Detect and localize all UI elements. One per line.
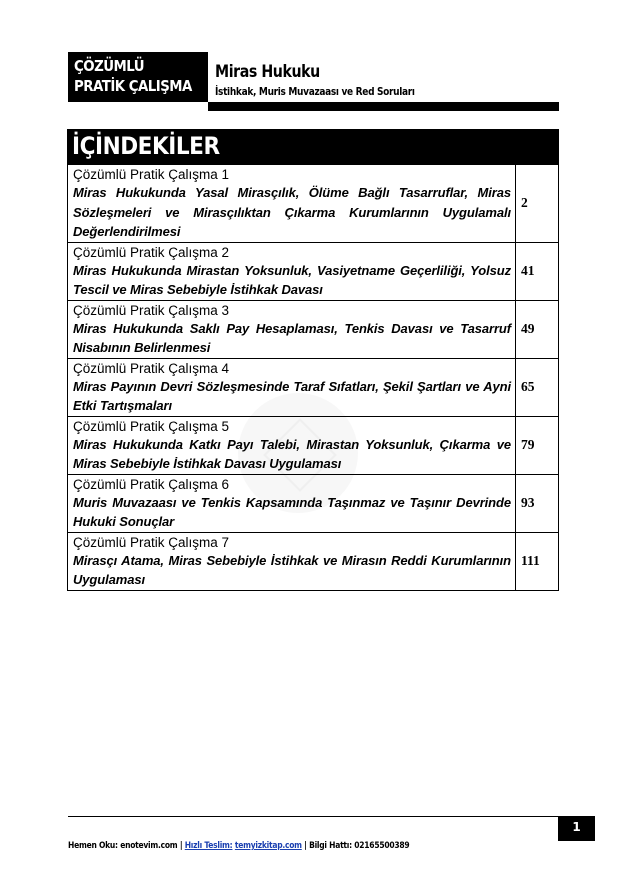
toc-page-number[interactable]: 41	[516, 242, 559, 300]
series-badge	[68, 52, 208, 102]
toc-row[interactable]	[68, 165, 559, 243]
page-number: 1	[558, 816, 595, 841]
toc-entry-label: Çözümlü Pratik Çalışma 5	[73, 418, 230, 434]
footer-separator: |	[304, 841, 307, 851]
toc-page-number[interactable]: 2	[516, 165, 559, 243]
footer-read-online: Hemen Oku: enotevim.com	[68, 841, 178, 851]
toc-entry-label: Çözümlü Pratik Çalışma 2	[73, 244, 230, 260]
toc-entry-label: Çözümlü Pratik Çalışma 4	[73, 360, 230, 376]
toc-page-number[interactable]: 93	[516, 474, 559, 532]
toc-row[interactable]	[68, 416, 559, 474]
toc-page-number[interactable]: 65	[516, 358, 559, 416]
toc-row[interactable]	[68, 358, 559, 416]
toc-entry-cell	[68, 300, 516, 358]
toc-heading	[67, 129, 559, 164]
footer-separator: |	[179, 841, 183, 851]
toc-row[interactable]	[68, 474, 559, 532]
series-line-2: PRATİK ÇALIŞMA	[74, 77, 192, 95]
toc-page-number[interactable]: 49	[516, 300, 559, 358]
book-subtitle: İstihkak, Muris Muvazaası ve Red Soruları	[215, 85, 415, 98]
toc-row[interactable]	[68, 300, 559, 358]
toc-entry-cell	[68, 474, 516, 532]
toc-entry-label: Çözümlü Pratik Çalışma 7	[73, 534, 230, 550]
toc-page-number[interactable]: 79	[516, 416, 559, 474]
footer-phone: Bilgi Hattı: 02165500389	[309, 841, 410, 851]
toc-entry-title[interactable]: Miras Hukukunda Mirastan Yoksunluk, Vasiyetname Geçerliliği, Yolsuz Tescil ve Miras Sebebiyle İstihkak Davası	[73, 262, 511, 297]
book-title: Miras Hukuku	[215, 62, 320, 81]
toc-entry-title[interactable]: Miras Payının Devri Sözleşmesinde Taraf Sıfatları, Şekil Şartları ve Ayni Etki Tartışmaları	[73, 378, 511, 413]
footer-rule	[68, 816, 560, 817]
footer-delivery-link[interactable]: temyizkitap.com	[234, 841, 302, 851]
series-line-1: ÇÖZÜMLÜ	[74, 57, 145, 75]
toc-entry-cell	[68, 242, 516, 300]
toc-entry-cell	[68, 532, 516, 590]
toc-row[interactable]	[68, 242, 559, 300]
toc-entry-title[interactable]: Miras Hukukunda Katkı Payı Talebi, Mirastan Yoksunluk, Çıkarma ve Miras Sebebiyle İstihkak Davası Uygulaması	[73, 436, 511, 471]
toc-heading-text: İÇİNDEKİLER	[72, 132, 220, 160]
footer-delivery-label[interactable]: Hızlı Teslim:	[184, 841, 233, 851]
toc-row[interactable]	[68, 532, 559, 590]
toc-entry-label: Çözümlü Pratik Çalışma 1	[73, 167, 230, 182]
toc-entry-cell	[68, 358, 516, 416]
toc-entry-title[interactable]: Miras Hukukunda Yasal Mirasçılık, Ölüme Bağlı Tasarruflar, Miras Sözleşmeleri ve Mirasçılıktan Çıkarma Kurumlarının Uygulamalı Değerlendirilmesi	[73, 185, 511, 239]
toc-entry-title[interactable]: Miras Hukukunda Saklı Pay Hesaplaması, Tenkis Davası ve Tasarruf Nisabının Belirlenmesi	[73, 320, 511, 355]
footer-bar	[68, 841, 409, 851]
toc-entry-label: Çözümlü Pratik Çalışma 3	[73, 302, 230, 318]
toc-entry-title[interactable]: Muris Muvazaası ve Tenkis Kapsamında Taşınmaz ve Taşınır Devrinde Hukuki Sonuçlar	[73, 494, 511, 529]
toc-entry-title[interactable]: Mirasçı Atama, Miras Sebebiyle İstihkak ve Mirasın Reddi Kurumlarının Uygulaması	[73, 552, 511, 587]
toc-page-number[interactable]: 111	[516, 532, 559, 590]
toc-entry-cell	[68, 165, 516, 243]
toc-entry-label: Çözümlü Pratik Çalışma 6	[73, 476, 230, 492]
toc-table	[67, 164, 559, 591]
toc-entry-cell	[68, 416, 516, 474]
header-rule	[208, 102, 559, 111]
